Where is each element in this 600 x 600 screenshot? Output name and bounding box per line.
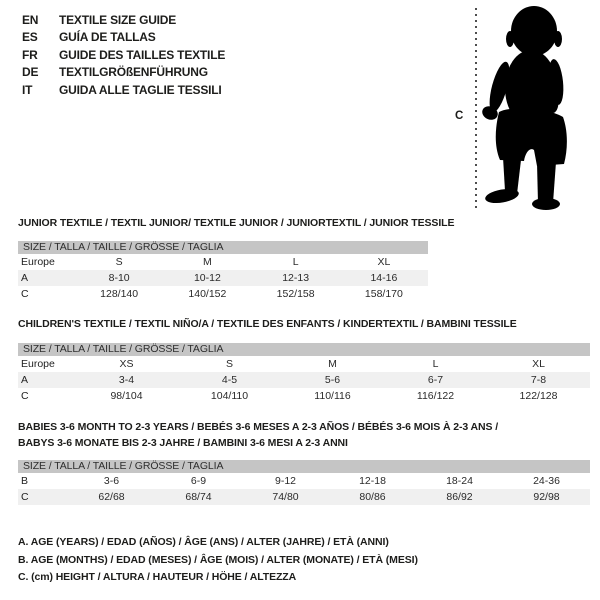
size-table-children <box>18 343 590 404</box>
size-value: XL <box>532 358 545 370</box>
size-value: 7-8 <box>487 372 590 388</box>
size-header-row <box>18 343 590 356</box>
size-value: 62/68 <box>68 489 155 505</box>
size-value: 98/104 <box>110 390 143 402</box>
language-row-it <box>22 81 225 99</box>
language-title: TEXTILE SIZE GUIDE <box>59 12 177 27</box>
language-code: FR <box>22 47 38 62</box>
table-row <box>18 473 590 489</box>
section-title-babies-line1: BABIES 3-6 MONTH TO 2-3 YEARS / BEBÉS 3-6 MESES A 2-3 AÑOS / BÉBÉS 3-6 MOIS À 2-3 ANS / <box>18 421 499 433</box>
size-value: 74/80 <box>242 489 329 505</box>
table-row <box>18 286 428 302</box>
language-row-de <box>22 64 225 82</box>
language-title-list <box>22 11 225 99</box>
size-value: M <box>328 358 337 370</box>
babies-table-container <box>18 460 590 505</box>
baby-silhouette <box>480 6 567 210</box>
junior-table-container <box>18 241 428 302</box>
size-value: 9-12 <box>274 475 296 487</box>
size-value: 6-9 <box>190 475 207 487</box>
table-row <box>18 356 590 372</box>
size-header-label: SIZE / TALLA / TAILLE / GRÖSSE / TAGLIA <box>18 460 590 473</box>
size-value: 152/158 <box>276 288 315 300</box>
size-value: 10-12 <box>163 270 251 286</box>
size-header-row <box>18 241 428 254</box>
size-value: 110/116 <box>314 390 351 402</box>
baby-silhouette-graphic <box>450 0 600 215</box>
table-row <box>18 254 428 270</box>
language-row-en <box>22 11 225 29</box>
row-label: C <box>21 390 29 402</box>
size-value: 140/152 <box>188 288 227 300</box>
size-value: 8-10 <box>75 270 163 286</box>
size-value: 3-4 <box>75 372 178 388</box>
size-value: 5-6 <box>281 372 384 388</box>
language-row-fr <box>22 46 225 64</box>
size-value: M <box>203 256 212 268</box>
size-value: 12-13 <box>252 270 340 286</box>
size-value: 12-18 <box>359 475 386 487</box>
row-label: B <box>21 475 29 487</box>
footnote: C. (cm) HEIGHT / ALTURA / HAUTEUR / HÖHE / ALTEZZA <box>18 571 297 583</box>
footnote: B. AGE (MONTHS) / EDAD (MESES) / ÂGE (MOIS) / ALTER (MONATE) / ETÀ (MESI) <box>18 553 418 566</box>
size-value: 80/86 <box>329 489 416 505</box>
language-code: ES <box>22 30 38 45</box>
size-value: 6-7 <box>384 372 487 388</box>
language-title: GUIDA ALLE TAGLIE TESSILI <box>59 82 222 97</box>
row-label: A <box>18 270 75 286</box>
size-value: S <box>115 256 123 268</box>
footnote: A. AGE (YEARS) / EDAD (AÑOS) / ÂGE (ANS) / ALTER (JAHRE) / ETÀ (ANNI) <box>18 536 389 548</box>
size-value: 18-24 <box>446 475 473 487</box>
size-value: L <box>292 256 299 268</box>
section-title-children: CHILDREN'S TEXTILE / TEXTIL NIÑO/A / TEXTILE DES ENFANTS / KINDERTEXTIL / BAMBINI TESSILE <box>18 318 517 330</box>
size-value: 68/74 <box>155 489 242 505</box>
size-value: 24-36 <box>533 475 560 487</box>
children-table-container <box>18 343 590 404</box>
language-code: DE <box>22 65 39 80</box>
language-code: EN <box>22 12 39 27</box>
size-table-babies <box>18 460 590 505</box>
size-value: 116/122 <box>416 390 455 402</box>
table-row <box>18 270 428 286</box>
language-title: TEXTILGRÖßENFÜHRUNG <box>59 65 208 80</box>
language-code: IT <box>22 82 33 97</box>
size-value: 92/98 <box>503 489 590 505</box>
size-value: 14-16 <box>340 270 428 286</box>
table-row <box>18 388 590 404</box>
size-value: 3-6 <box>103 475 120 487</box>
size-header-label: SIZE / TALLA / TAILLE / GRÖSSE / TAGLIA <box>18 343 590 356</box>
size-value: 4-5 <box>178 372 281 388</box>
size-value: S <box>225 358 233 370</box>
language-title: GUIDE DES TAILLES TEXTILE <box>59 47 226 62</box>
row-label: Europe <box>21 256 55 268</box>
size-value: L <box>432 358 439 370</box>
size-value: 122/128 <box>519 390 558 402</box>
section-title-babies-line2: BABYS 3-6 MONATE BIS 2-3 JAHRE / BAMBINI 3-6 MESI A 2-3 ANNI <box>18 437 348 449</box>
size-value: 86/92 <box>416 489 503 505</box>
row-label: C <box>18 489 68 505</box>
footnotes <box>18 534 418 587</box>
size-value: 158/170 <box>364 288 403 300</box>
size-header-label: SIZE / TALLA / TAILLE / GRÖSSE / TAGLIA <box>18 241 428 254</box>
row-label: Europe <box>21 358 55 370</box>
table-row <box>18 372 590 388</box>
section-title-junior: JUNIOR TEXTILE / TEXTIL JUNIOR/ TEXTILE JUNIOR / JUNIORTEXTIL / JUNIOR TESSILE <box>18 217 455 229</box>
language-row-es <box>22 29 225 47</box>
size-value: XL <box>377 256 391 268</box>
row-label: A <box>18 372 75 388</box>
table-row <box>18 489 590 505</box>
size-value: 104/110 <box>210 390 249 402</box>
size-header-row <box>18 460 590 473</box>
row-label: C <box>21 288 29 300</box>
figure-height-label: C <box>455 110 464 122</box>
size-table-junior <box>18 241 428 302</box>
size-value: XS <box>119 358 134 370</box>
size-value: 128/140 <box>100 288 139 300</box>
language-title: GUÍA DE TALLAS <box>59 30 156 45</box>
baby-figure <box>450 0 600 215</box>
